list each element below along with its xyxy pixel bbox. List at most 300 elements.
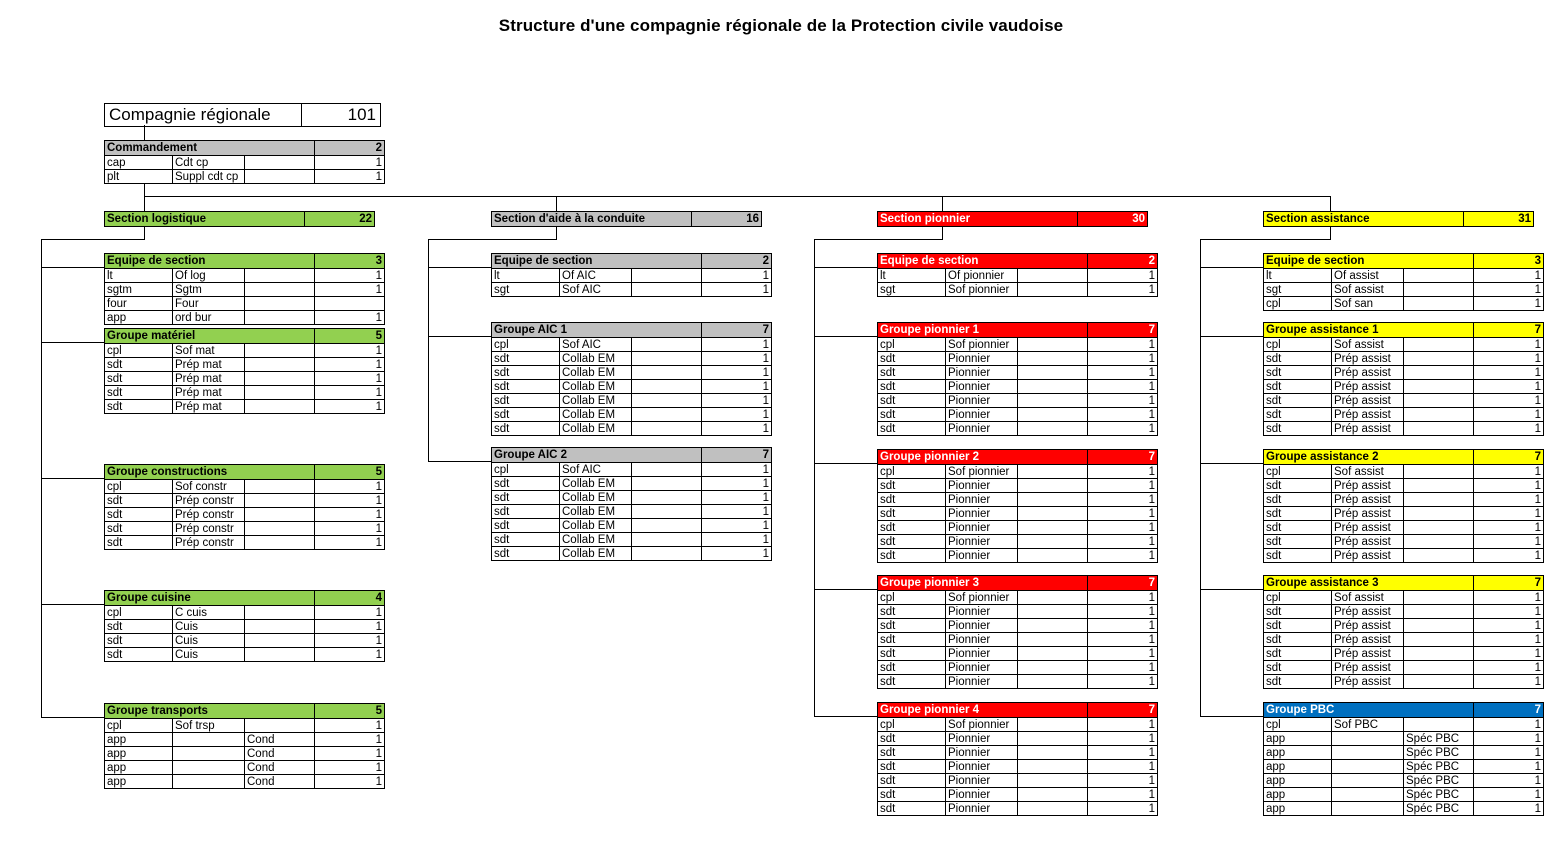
- block-header-label: Groupe assistance 1: [1264, 323, 1474, 338]
- row-count: 1: [1474, 732, 1544, 746]
- row-rank: sdt: [878, 633, 946, 647]
- row-role: Prép assist: [1332, 408, 1404, 422]
- block-header-label: Groupe AIC 2: [492, 448, 702, 463]
- row-count: 1: [315, 400, 385, 414]
- row-count: 1: [315, 648, 385, 662]
- block-row: [878, 352, 1158, 366]
- row-role: Prép assist: [1332, 422, 1404, 436]
- row-role-alt: [1018, 338, 1088, 352]
- block-header-row: [105, 254, 385, 269]
- row-role: Of AIC: [560, 269, 632, 283]
- row-count: 1: [315, 508, 385, 522]
- row-role: [173, 747, 245, 761]
- block-row: [1264, 283, 1544, 297]
- block-header-label: Commandement: [105, 141, 315, 156]
- row-count: 1: [315, 170, 385, 184]
- row-role: Prép assist: [1332, 605, 1404, 619]
- row-role-alt: [1018, 535, 1088, 549]
- block-row: [105, 733, 385, 747]
- row-rank: sdt: [1264, 535, 1332, 549]
- block-row: [492, 422, 772, 436]
- block-row: [878, 746, 1158, 760]
- row-rank: sdt: [878, 746, 946, 760]
- row-role-alt: [632, 366, 702, 380]
- row-role-alt: [1018, 465, 1088, 479]
- row-rank: sdt: [105, 400, 173, 414]
- block-row: [105, 761, 385, 775]
- block-row: [492, 269, 772, 283]
- row-role: Collab EM: [560, 491, 632, 505]
- block-row: [1264, 521, 1544, 535]
- block-header-row: [1264, 212, 1534, 227]
- row-rank: sdt: [1264, 633, 1332, 647]
- row-role-alt: [245, 156, 315, 170]
- row-role: Prép assist: [1332, 366, 1404, 380]
- block-row: [1264, 338, 1544, 352]
- row-role-alt: [245, 358, 315, 372]
- block-header-count: 3: [1474, 254, 1544, 269]
- block-header-row: [878, 254, 1158, 269]
- connector-bus-to-section-assistance: [1330, 196, 1331, 211]
- row-rank: cpl: [1264, 718, 1332, 732]
- row-count: 1: [1474, 521, 1544, 535]
- company-box: [104, 103, 381, 127]
- row-count: 1: [315, 719, 385, 733]
- row-role-alt: [1018, 352, 1088, 366]
- row-role: Pionnier: [946, 521, 1018, 535]
- row-role: Prép assist: [1332, 661, 1404, 675]
- block-row: [1264, 661, 1544, 675]
- block-header-count: 7: [1474, 576, 1544, 591]
- block-header-label: Groupe pionnier 3: [878, 576, 1088, 591]
- row-rank: app: [1264, 760, 1332, 774]
- block-row: [105, 170, 385, 184]
- row-role: Prép assist: [1332, 479, 1404, 493]
- block-row: [492, 533, 772, 547]
- block-commandement: [104, 140, 385, 184]
- row-rank: lt: [492, 269, 560, 283]
- row-rank: sgt: [1264, 283, 1332, 297]
- row-count: 1: [1474, 465, 1544, 479]
- row-role-alt: [1018, 605, 1088, 619]
- block-header-row: [1264, 450, 1544, 465]
- row-count: 1: [1474, 591, 1544, 605]
- row-rank: sdt: [492, 394, 560, 408]
- block-groupe-cuisine: [104, 590, 385, 662]
- row-rank: sdt: [492, 380, 560, 394]
- row-count: 1: [1088, 338, 1158, 352]
- connector-section-bus: [144, 196, 1330, 197]
- row-role-alt: [1018, 521, 1088, 535]
- block-row: [878, 338, 1158, 352]
- row-role: [1332, 760, 1404, 774]
- block-header-row: [492, 323, 772, 338]
- block-header-count: 7: [702, 448, 772, 463]
- block-row: [878, 493, 1158, 507]
- row-role-alt: [1404, 297, 1474, 311]
- row-role-alt: [1404, 422, 1474, 436]
- block-header-label: Groupe transports: [105, 704, 315, 719]
- row-count: 1: [315, 386, 385, 400]
- row-count: 1: [1088, 802, 1158, 816]
- block-row: [878, 521, 1158, 535]
- block-row: [1264, 802, 1544, 816]
- block-header-label: Groupe assistance 2: [1264, 450, 1474, 465]
- connector-pionnier-drop: [942, 226, 943, 239]
- row-count: 1: [702, 547, 772, 561]
- block-header-label: Groupe pionnier 2: [878, 450, 1088, 465]
- row-role-alt: [1018, 802, 1088, 816]
- block-header-count: 7: [1088, 576, 1158, 591]
- row-role-alt: [1018, 422, 1088, 436]
- row-count: 1: [1474, 479, 1544, 493]
- block-row: [105, 620, 385, 634]
- connector-bus-to-section-pionnier: [942, 196, 943, 211]
- block-row: [1264, 366, 1544, 380]
- row-role: Pionnier: [946, 675, 1018, 689]
- row-role-alt: [1404, 718, 1474, 732]
- row-rank: app: [1264, 788, 1332, 802]
- connector-assistance-branch-equipe: [1200, 267, 1264, 268]
- row-count: 1: [315, 480, 385, 494]
- block-row: [105, 747, 385, 761]
- block-row: [105, 719, 385, 733]
- block-header-label: Section d'aide à la conduite: [492, 212, 692, 227]
- row-rank: sdt: [1264, 408, 1332, 422]
- row-role-alt: [1404, 283, 1474, 297]
- row-role: Prép assist: [1332, 493, 1404, 507]
- row-rank: sdt: [878, 605, 946, 619]
- row-role: Sof pionnier: [946, 591, 1018, 605]
- block-row: [1264, 591, 1544, 605]
- block-groupe-aic-2: [491, 447, 772, 561]
- block-row: [105, 372, 385, 386]
- block-groupe-assistance-2: [1263, 449, 1544, 563]
- row-count: 1: [702, 408, 772, 422]
- row-role: Collab EM: [560, 533, 632, 547]
- block-row: [878, 661, 1158, 675]
- row-role-alt: [245, 372, 315, 386]
- row-rank: app: [105, 761, 173, 775]
- row-rank: sdt: [1264, 647, 1332, 661]
- row-role: Prép assist: [1332, 633, 1404, 647]
- row-count: 1: [1474, 774, 1544, 788]
- row-rank: sgt: [492, 283, 560, 297]
- block-header-row: [1264, 576, 1544, 591]
- row-role-alt: [632, 505, 702, 519]
- connector-pionnier-trunk: [814, 239, 815, 717]
- block-row: [492, 283, 772, 297]
- row-count: 1: [1474, 746, 1544, 760]
- row-role-alt: [1018, 366, 1088, 380]
- row-role-alt: [1018, 774, 1088, 788]
- row-role: Four: [173, 297, 245, 311]
- block-row: [492, 477, 772, 491]
- row-rank: sdt: [878, 661, 946, 675]
- block-header-count: 7: [1474, 450, 1544, 465]
- row-rank: sdt: [492, 408, 560, 422]
- row-role: Sof pionnier: [946, 718, 1018, 732]
- row-role: Collab EM: [560, 519, 632, 533]
- block-row: [105, 480, 385, 494]
- row-rank: sdt: [878, 352, 946, 366]
- block-header-label: Section pionnier: [878, 212, 1078, 227]
- row-role: Prép mat: [173, 400, 245, 414]
- block-header-row: [878, 323, 1158, 338]
- row-rank: cpl: [105, 606, 173, 620]
- row-count: 1: [702, 505, 772, 519]
- connector-aic-elbow: [428, 239, 557, 240]
- row-count: 1: [1088, 479, 1158, 493]
- row-role-alt: Spéc PBC: [1404, 746, 1474, 760]
- row-role: Pionnier: [946, 549, 1018, 563]
- row-count: 1: [315, 522, 385, 536]
- block-header-row: [105, 212, 375, 227]
- row-count: 1: [1088, 394, 1158, 408]
- row-role-alt: [632, 408, 702, 422]
- connector-assistance-trunk: [1200, 239, 1201, 717]
- block-row: [1264, 746, 1544, 760]
- row-role-alt: [632, 519, 702, 533]
- block-row: [878, 422, 1158, 436]
- block-row: [878, 479, 1158, 493]
- row-role-alt: [1404, 507, 1474, 521]
- block-header-count: 31: [1464, 212, 1534, 227]
- row-rank: sdt: [878, 366, 946, 380]
- page-title: Structure d'une compagnie régionale de la Protection civile vaudoise: [498, 16, 1064, 35]
- block-header-label: Equipe de section: [1264, 254, 1474, 269]
- row-count: 1: [1088, 493, 1158, 507]
- row-role-alt: [1018, 760, 1088, 774]
- row-role-alt: [245, 269, 315, 283]
- block-header-count: 7: [1088, 450, 1158, 465]
- block-header-count: 5: [315, 704, 385, 719]
- row-rank: sdt: [878, 549, 946, 563]
- row-rank: cpl: [878, 591, 946, 605]
- block-row: [878, 366, 1158, 380]
- row-count: 1: [1474, 760, 1544, 774]
- connector-assistance-branch-g2: [1200, 463, 1264, 464]
- row-role-alt: [1404, 394, 1474, 408]
- row-rank: sgtm: [105, 283, 173, 297]
- row-count: 1: [702, 491, 772, 505]
- row-role: Prép mat: [173, 372, 245, 386]
- row-count: 1: [1474, 718, 1544, 732]
- row-count: 1: [1088, 774, 1158, 788]
- block-row: [1264, 297, 1544, 311]
- row-count: 1: [1474, 605, 1544, 619]
- row-rank: plt: [105, 170, 173, 184]
- row-role: Collab EM: [560, 352, 632, 366]
- row-role: Prép assist: [1332, 507, 1404, 521]
- block-row: [878, 788, 1158, 802]
- row-role-alt: [1018, 746, 1088, 760]
- block-header-row: [878, 703, 1158, 718]
- block-header-row: [1264, 703, 1544, 718]
- block-header-count: 2: [702, 254, 772, 269]
- row-count: 1: [1474, 493, 1544, 507]
- connector-aic-trunk: [428, 239, 429, 461]
- block-row: [105, 494, 385, 508]
- row-role-alt: [245, 297, 315, 311]
- row-role: Sof PBC: [1332, 718, 1404, 732]
- row-role-alt: [1018, 479, 1088, 493]
- row-role-alt: [1018, 507, 1088, 521]
- connector-assistance-elbow: [1200, 239, 1331, 240]
- row-count: 1: [702, 269, 772, 283]
- row-role: Prép constr: [173, 508, 245, 522]
- row-role-alt: Cond: [245, 761, 315, 775]
- row-count: 1: [1088, 283, 1158, 297]
- row-count: 1: [1474, 647, 1544, 661]
- row-role-alt: [1018, 619, 1088, 633]
- row-role-alt: [245, 648, 315, 662]
- block-header-count: 7: [1474, 703, 1544, 718]
- block-row: [105, 386, 385, 400]
- row-count: 1: [315, 761, 385, 775]
- row-role: Pionnier: [946, 732, 1018, 746]
- row-count: 1: [315, 494, 385, 508]
- row-role-alt: [1404, 338, 1474, 352]
- block-row: [492, 380, 772, 394]
- row-count: 1: [315, 311, 385, 325]
- row-count: 1: [1474, 619, 1544, 633]
- block-header-row: [492, 254, 772, 269]
- row-rank: cpl: [492, 338, 560, 352]
- block-row: [878, 408, 1158, 422]
- block-row: [1264, 479, 1544, 493]
- row-rank: sdt: [105, 508, 173, 522]
- row-role-alt: [1018, 661, 1088, 675]
- connector-pionnier-branch-g3: [814, 589, 878, 590]
- row-role-alt: [1404, 661, 1474, 675]
- block-row: [878, 465, 1158, 479]
- connector-bus-to-section-logistique: [144, 196, 145, 211]
- connector-logistique-branch-cuisine: [41, 604, 105, 605]
- row-rank: sgt: [878, 283, 946, 297]
- row-role: Prép constr: [173, 522, 245, 536]
- block-row: [1264, 507, 1544, 521]
- row-rank: sdt: [1264, 394, 1332, 408]
- row-rank: cpl: [1264, 297, 1332, 311]
- block-row: [1264, 269, 1544, 283]
- row-role-alt: [1404, 591, 1474, 605]
- row-count: 1: [1088, 465, 1158, 479]
- row-role-alt: [1404, 465, 1474, 479]
- row-rank: cpl: [105, 480, 173, 494]
- row-rank: sdt: [492, 505, 560, 519]
- row-role-alt: [1018, 394, 1088, 408]
- block-row: [105, 606, 385, 620]
- row-role: Sof pionnier: [946, 283, 1018, 297]
- row-role: Cdt cp: [173, 156, 245, 170]
- row-role-alt: [1404, 633, 1474, 647]
- block-groupe-transports: [104, 703, 385, 789]
- row-count: 1: [1474, 507, 1544, 521]
- row-role: Of assist: [1332, 269, 1404, 283]
- row-rank: sdt: [878, 802, 946, 816]
- connector-aic-branch-equipe: [428, 267, 492, 268]
- row-rank: sdt: [105, 358, 173, 372]
- block-groupe-pionnier-1: [877, 322, 1158, 436]
- row-rank: sdt: [1264, 619, 1332, 633]
- row-count: 1: [1088, 718, 1158, 732]
- block-groupe-aic-1: [491, 322, 772, 436]
- connector-commandement-to-bus: [144, 182, 145, 196]
- block-row: [878, 507, 1158, 521]
- block-pionnier-equipe-de-section: [877, 253, 1158, 297]
- row-role: Prép constr: [173, 494, 245, 508]
- block-header-count: 5: [315, 329, 385, 344]
- row-role-alt: [1404, 380, 1474, 394]
- row-count: 1: [1088, 619, 1158, 633]
- row-rank: sdt: [1264, 675, 1332, 689]
- block-header-count: 3: [315, 254, 385, 269]
- row-rank: sdt: [105, 634, 173, 648]
- row-count: 1: [1474, 675, 1544, 689]
- row-role: Pionnier: [946, 605, 1018, 619]
- row-role-alt: [1404, 521, 1474, 535]
- row-rank: sdt: [878, 422, 946, 436]
- connector-aic-drop: [556, 226, 557, 239]
- block-row: [105, 297, 385, 311]
- block-row: [1264, 619, 1544, 633]
- row-role: Of log: [173, 269, 245, 283]
- row-count: 1: [315, 344, 385, 358]
- block-groupe-pbc: [1263, 702, 1544, 816]
- row-count: 1: [1474, 283, 1544, 297]
- row-role: [1332, 746, 1404, 760]
- block-header-count: 2: [315, 141, 385, 156]
- row-role: Collab EM: [560, 477, 632, 491]
- row-role: [173, 761, 245, 775]
- row-role: Pionnier: [946, 619, 1018, 633]
- row-role-alt: [1404, 408, 1474, 422]
- block-row: [878, 619, 1158, 633]
- row-count: 1: [702, 519, 772, 533]
- row-role-alt: [1018, 633, 1088, 647]
- row-role: Pionnier: [946, 647, 1018, 661]
- connector-assistance-branch-g1: [1200, 336, 1264, 337]
- block-row: [105, 522, 385, 536]
- row-role-alt: [245, 386, 315, 400]
- block-groupe-assistance-3: [1263, 575, 1544, 689]
- row-role: Prép constr: [173, 536, 245, 550]
- row-role: Sof trsp: [173, 719, 245, 733]
- row-rank: sdt: [878, 507, 946, 521]
- block-header-row: [492, 448, 772, 463]
- row-role-alt: [1018, 493, 1088, 507]
- connector-logistique-drop: [144, 226, 145, 239]
- row-rank: sdt: [1264, 605, 1332, 619]
- row-role: Pionnier: [946, 507, 1018, 521]
- row-role-alt: Spéc PBC: [1404, 802, 1474, 816]
- row-role: Prép assist: [1332, 352, 1404, 366]
- row-count: [315, 297, 385, 311]
- block-row: [492, 463, 772, 477]
- block-header-label: Groupe AIC 1: [492, 323, 702, 338]
- row-role-alt: [1018, 408, 1088, 422]
- row-rank: lt: [105, 269, 173, 283]
- row-count: 1: [702, 422, 772, 436]
- row-role: Cuis: [173, 634, 245, 648]
- row-role-alt: [632, 269, 702, 283]
- row-rank: sdt: [1264, 661, 1332, 675]
- row-role-alt: [1018, 675, 1088, 689]
- row-count: 1: [1088, 732, 1158, 746]
- row-role-alt: [245, 311, 315, 325]
- row-role: Sof AIC: [560, 338, 632, 352]
